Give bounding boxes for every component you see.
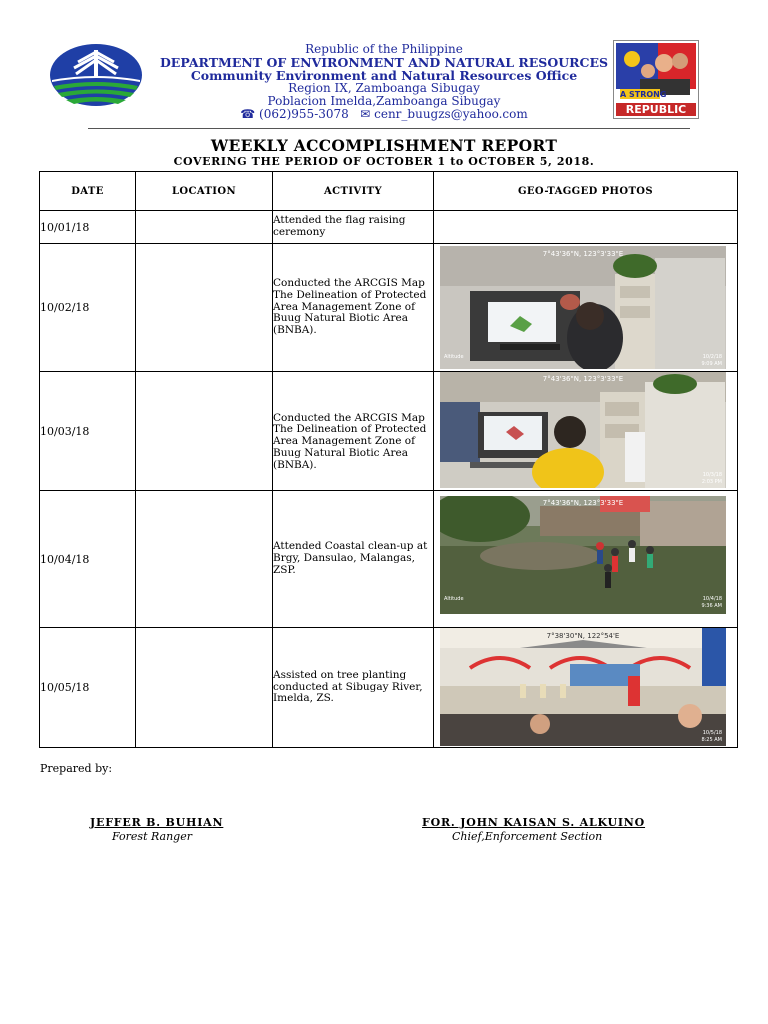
row-location	[136, 491, 273, 628]
row-activity: Assisted on tree planting conducted at Sibugay River, Imelda, ZS.	[273, 628, 434, 748]
row-date: 10/04/18	[40, 491, 136, 628]
photo-time: 9:09 AM	[701, 361, 722, 367]
header-office: Community Environment and Natural Resources Office	[190, 68, 578, 83]
row-photo-empty	[434, 211, 738, 244]
report-title: WEEKLY ACCOMPLISHMENT REPORT	[210, 136, 558, 155]
signer1-name: JEFFER B. BUHIAN	[90, 816, 224, 829]
row-location	[136, 372, 273, 491]
photo-date: 10/2/18	[702, 354, 722, 360]
table-row	[40, 211, 738, 244]
accomplishment-table	[39, 171, 738, 748]
row-activity: Conducted the ARCGIS Map The Delineation of Protected Area Management Zone of Buug Natural Biotic Area (BNBA).	[273, 372, 434, 491]
badge-line2: REPUBLIC	[625, 103, 687, 116]
header-phone: (062)955-3078	[259, 107, 349, 121]
photo-date: 10/3/18	[702, 472, 722, 478]
signer1-title: Forest Ranger	[112, 830, 192, 843]
geotagged-photo-coastal-cleanup	[440, 496, 726, 614]
header-address: Poblacion Imelda,Zamboanga Sibugay	[267, 94, 501, 108]
signer2-title: Chief,Enforcement Section	[452, 830, 603, 843]
table-row	[40, 628, 738, 748]
header-department: DEPARTMENT OF ENVIRONMENT AND NATURAL RESOURCES	[159, 55, 609, 70]
photo-coords: 7°43'36"N, 123°3'33"E	[542, 250, 624, 258]
col-photos: GEO-TAGGED PHOTOS	[434, 172, 738, 211]
photo-coords: 7°43'36"N, 123°3'33"E	[542, 499, 624, 507]
header-email: cenr_buugzs@yahoo.com	[374, 107, 528, 121]
row-date: 10/02/18	[40, 244, 136, 372]
photo-time: 2:03 PM	[701, 479, 722, 485]
photo-date: 10/4/18	[702, 596, 722, 602]
row-photo	[434, 491, 738, 628]
photo-time: 9:36 AM	[701, 603, 722, 609]
col-activity: ACTIVITY	[273, 172, 434, 211]
row-location	[136, 628, 273, 748]
row-activity: Attended the flag raising ceremony	[273, 211, 434, 244]
strong-republic-logo	[613, 40, 699, 119]
row-photo	[434, 244, 738, 372]
phone-icon: ☎	[240, 107, 256, 121]
signer2-name: FOR. JOHN KAISAN S. ALKUINO	[422, 816, 646, 829]
col-date: DATE	[40, 172, 136, 211]
photo-coords: 7°38'30"N, 122°54'E	[546, 632, 620, 640]
row-location	[136, 211, 273, 244]
col-location: LOCATION	[136, 172, 273, 211]
row-photo	[434, 628, 738, 748]
photo-altitude: Altitude	[444, 354, 464, 360]
row-date: 10/01/18	[40, 211, 136, 244]
photo-coords: 7°43'36"N, 123°3'33"E	[542, 375, 624, 383]
header-republic: Republic of the Philippine	[305, 42, 463, 56]
table-row	[40, 491, 738, 628]
table-row	[40, 372, 738, 491]
row-date: 10/03/18	[40, 372, 136, 491]
table-header-row	[40, 172, 738, 211]
geotagged-photo-office	[440, 246, 726, 369]
photo-date: 10/5/18	[702, 730, 722, 736]
header-divider	[88, 128, 690, 129]
geotagged-photo-tree-planting	[440, 628, 726, 746]
report-period: COVERING THE PERIOD OF OCTOBER 1 to OCTOBER 5, 2018.	[173, 155, 595, 168]
row-photo	[434, 372, 738, 491]
badge-line1: A STRONG	[620, 90, 667, 99]
photo-altitude: Altitude	[444, 596, 464, 602]
row-activity: Attended Coastal clean-up at Brgy, Dansulao, Malangas, ZSP.	[273, 491, 434, 628]
geotagged-photo-workstation	[440, 372, 726, 488]
prepared-by-label: Prepared by:	[40, 762, 113, 775]
row-date: 10/05/18	[40, 628, 136, 748]
strong-republic-emblem	[614, 41, 698, 118]
header-region: Region IX, Zamboanga Sibugay	[288, 81, 480, 95]
row-location	[136, 244, 273, 372]
photo-time: 8:25 AM	[701, 737, 722, 743]
table-row	[40, 244, 738, 372]
mail-icon: ✉	[360, 107, 371, 121]
row-activity: Conducted the ARCGIS Map The Delineation of Protected Area Management Zone of Buug Natural Biotic Area (BNBA).	[273, 244, 434, 372]
